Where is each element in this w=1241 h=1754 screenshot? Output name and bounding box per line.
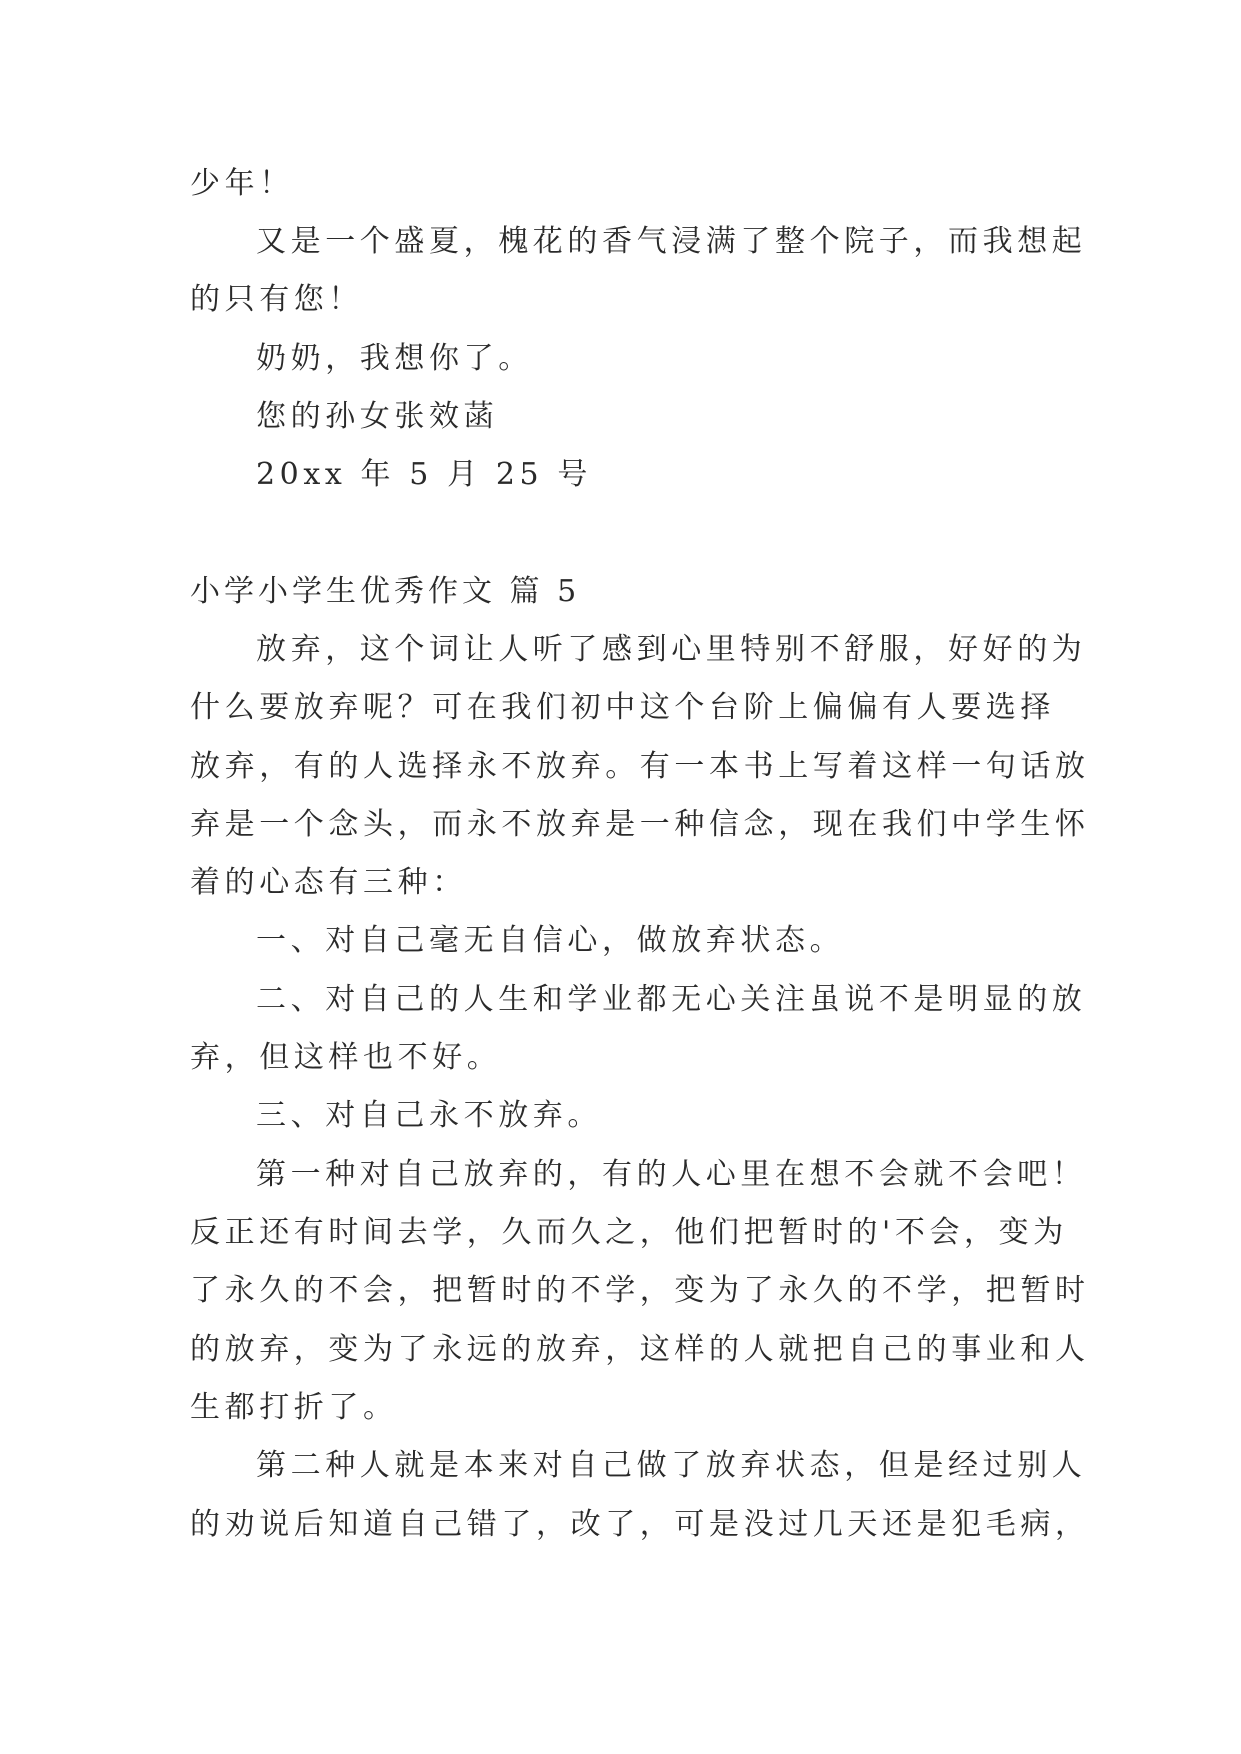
paragraph-line: 第二种人就是本来对自己做了放弃状态，但是经过别人 xyxy=(256,1448,1087,1483)
text-line: 着的心态有三种： xyxy=(190,865,467,900)
text-line: 放弃，有的人选择永不放弃。有一本书上写着这样一句话放 xyxy=(190,749,1090,784)
signature-line: 您的孙女张效菡 xyxy=(256,399,499,434)
section-heading: 小学小学生优秀作文 篇 5 xyxy=(190,574,581,609)
text-line: 少年！ xyxy=(190,166,294,201)
paragraph-line: 又是一个盛夏，槐花的香气浸满了整个院子，而我想起 xyxy=(256,224,1087,259)
paragraph-line: 第一种对自己放弃的，有的人心里在想不会就不会吧！ xyxy=(256,1157,1087,1192)
list-item: 三、对自己永不放弃。 xyxy=(256,1098,602,1133)
list-item: 二、对自己的人生和学业都无心关注虽说不是明显的放 xyxy=(256,982,1087,1017)
text-line: 反正还有时间去学，久而久之，他们把暂时的'不会，变为 xyxy=(190,1215,1068,1250)
text-line: 弃，但这样也不好。 xyxy=(190,1040,502,1075)
paragraph-line: 放弃，这个词让人听了感到心里特别不舒服，好好的为 xyxy=(256,632,1087,667)
paragraph-line: 奶奶，我想你了。 xyxy=(256,341,533,376)
text-line: 什么要放弃呢？可在我们初中这个台阶上偏偏有人要选择 xyxy=(190,690,1055,725)
text-line: 生都打折了。 xyxy=(190,1390,398,1425)
list-item: 一、对自己毫无自信心，做放弃状态。 xyxy=(256,923,845,958)
text-line: 弃是一个念头，而永不放弃是一种信念，现在我们中学生怀 xyxy=(190,807,1090,842)
text-line: 的只有您！ xyxy=(190,282,363,317)
text-line: 了永久的不会，把暂时的不学，变为了永久的不学，把暂时 xyxy=(190,1273,1090,1308)
text-line: 的放弃，变为了永远的放弃，这样的人就把自己的事业和人 xyxy=(190,1332,1090,1367)
date-line: 20xx 年 5 月 25 号 xyxy=(256,457,592,492)
text-line: 的劝说后知道自己错了，改了，可是没过几天还是犯毛病， xyxy=(190,1507,1090,1542)
